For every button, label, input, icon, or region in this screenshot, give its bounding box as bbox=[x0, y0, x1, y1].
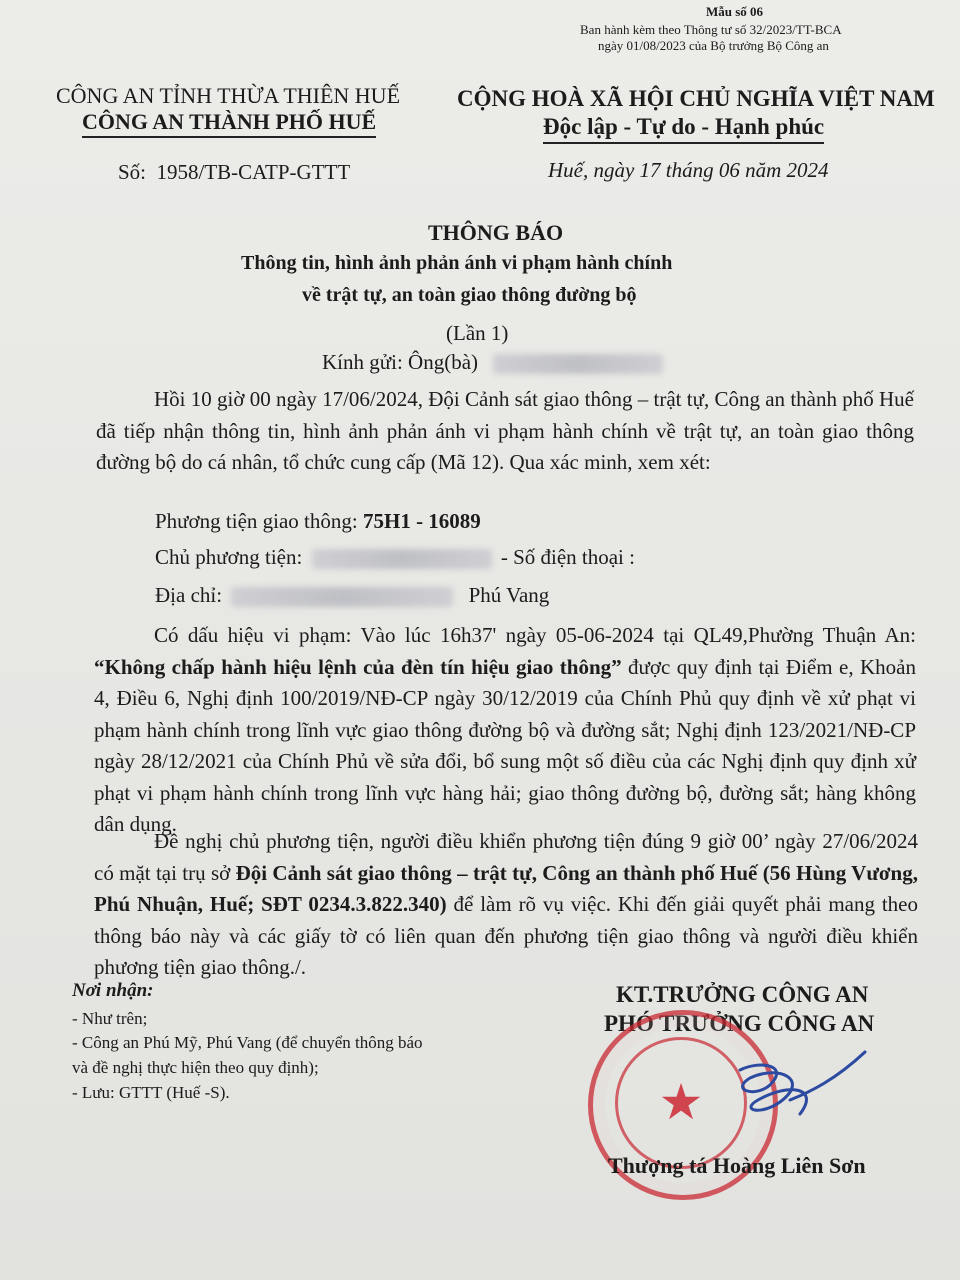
agency-parent: CÔNG AN TỈNH THỪA THIÊN HUẾ bbox=[56, 83, 401, 108]
recipient-item: - Như trên; bbox=[72, 1009, 148, 1028]
notice-subtitle-1: Thông tin, hình ảnh phản ánh vi phạm hành chính bbox=[241, 252, 673, 274]
form-issued-line1: Ban hành kèm theo Thông tư số 32/2023/TT-BCA bbox=[580, 22, 842, 37]
address-line: Địa chỉ: Phú Vang bbox=[155, 583, 550, 607]
national-title: CỘNG HOÀ XÃ HỘI CHỦ NGHĨA VIỆT NAM bbox=[457, 86, 935, 111]
stamp-star-icon: ★ bbox=[658, 1074, 704, 1130]
signer-name: Thượng tá Hoàng Liên Sơn bbox=[608, 1153, 866, 1178]
recipient-item: - Lưu: GTTT (Huế -S). bbox=[72, 1083, 230, 1102]
form-issued-line2: ngày 01/08/2023 của Bộ trưởng Bộ Công an bbox=[598, 38, 829, 53]
recipients-heading: Nơi nhận: bbox=[72, 980, 154, 1001]
notice-title: THÔNG BÁO bbox=[428, 220, 564, 245]
recipient-line: Kính gửi: Ông(bà) bbox=[322, 347, 663, 378]
redacted-name bbox=[493, 354, 663, 374]
vehicle-plate: 75H1 - 16089 bbox=[362, 509, 481, 533]
vehicle-line: Phương tiện giao thông: 75H1 - 16089 bbox=[155, 509, 481, 533]
notice-subtitle-2: về trật tự, an toàn giao thông đường bộ bbox=[302, 284, 637, 306]
document-number: Số: 1958/TB-CATP-GTTT bbox=[118, 160, 351, 184]
notice-round: (Lần 1) bbox=[446, 321, 509, 345]
violation-paragraph: Có dấu hiệu vi phạm: Vào lúc 16h37' ngày 05-06-2024 tại QL49,Phường Thuận An: “Không chấp hành hiệu lệnh của đèn tín hiệu giao thông” được quy định tại Điểm e, Khoản 4, Điều 6, Nghị định 100/2019/NĐ-CP ngày 30/12/2019 của Chính Phủ quy định về xử phạt vi phạm hành chính trong lĩnh vực giao thông đường bộ và đường sắt; Nghị định 123/2021/NĐ-CP ngày 28/12/2021 của Chính Phủ về sửa đổi, bổ sung một số điều của các Nghị định quy định xử phạt vi phạm hành chính trong lĩnh vực hàng hải; giao thông đường bộ, đường sắt; hàng không dân dụng. bbox=[94, 623, 916, 836]
violation-quote: “Không chấp hành hiệu lệnh của đèn tín hiệu giao thông” bbox=[94, 654, 622, 679]
national-motto: Độc lập - Tự do - Hạnh phúc bbox=[543, 112, 824, 144]
recipient-item: và đề nghị thực hiện theo quy định); bbox=[72, 1058, 319, 1077]
owner-line: Chủ phương tiện: - Số điện thoại : bbox=[155, 545, 635, 569]
form-number: Mẫu số 06 bbox=[706, 4, 764, 19]
redacted-owner bbox=[312, 549, 492, 569]
redacted-address bbox=[231, 587, 453, 607]
recipient-item: - Công an Phú Mỹ, Phú Vang (để chuyển thông báo bbox=[72, 1033, 423, 1052]
request-paragraph: Đề nghị chủ phương tiện, người điều khiển phương tiện đúng 9 giờ 00’ ngày 27/06/2024 có mặt tại trụ sở Đội Cảnh sát giao thông – trật tự, Công an thành phố Huế (56 Hùng Vương, Phú Nhuận, Huế; SĐT 0234.3.822.340) để làm rõ vụ việc. Khi đến giải quyết phải mang theo thông báo này và các giấy tờ có liên quan đến phương tiện giao thông và người điều khiển phương tiện giao thông./. bbox=[94, 829, 919, 979]
place-date: Huế, ngày 17 tháng 06 năm 2024 bbox=[548, 158, 829, 182]
handwritten-signature bbox=[700, 1030, 870, 1140]
signature-title-1: KT.TRƯỞNG CÔNG AN bbox=[616, 982, 869, 1007]
agency-name: CÔNG AN THÀNH PHỐ HUẾ bbox=[82, 108, 376, 138]
signature-title-2: PHÓ TRƯỞNG CÔNG AN bbox=[604, 1011, 875, 1036]
intro-paragraph: Hồi 10 giờ 00 ngày 17/06/2024, Đội Cảnh sát giao thông – trật tự, Công an thành phố Huế đã tiếp nhận thông tin, hình ảnh phản ánh vi phạm hành chính về trật tự, an toàn giao thông đường bộ do cá nhân, tổ chức cung cấp (Mã 12). Qua xác minh, xem xét: bbox=[96, 387, 914, 474]
request-office: Đội Cảnh sát giao thông – trật tự, Công an thành phố Huế (56 Hùng Vương, Phú Nhuận, Huế; SĐT 0234.3.822.340) bbox=[94, 860, 918, 916]
